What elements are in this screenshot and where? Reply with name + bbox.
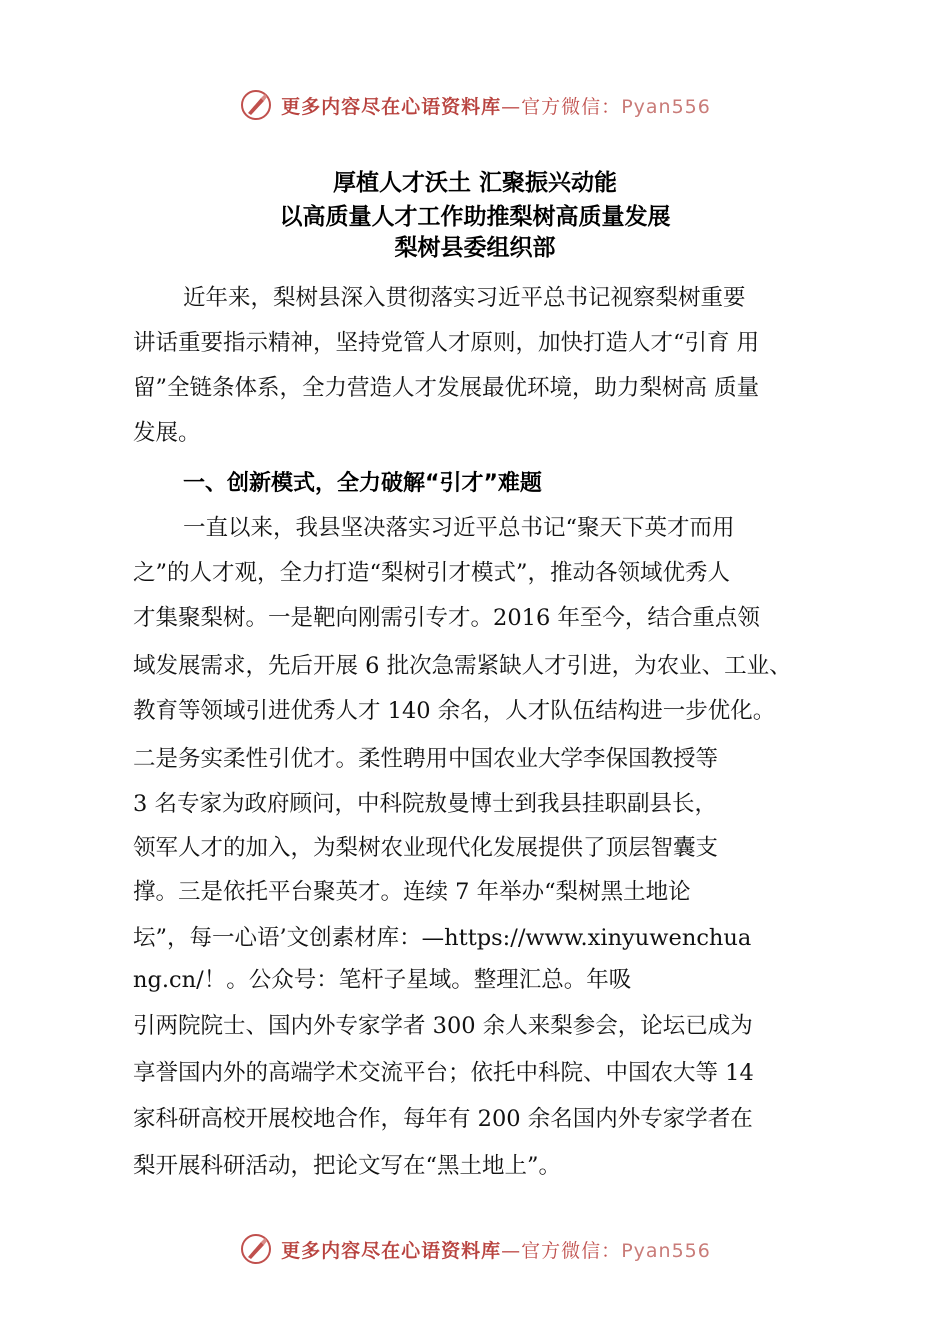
watermark-dash: — [501,1239,522,1262]
watermark-id: Pyan556 [621,95,711,118]
watermark-dash: — [501,95,522,118]
pen-logo-icon [239,88,273,122]
section-1-line: 3 名专家为政府顾问，中科院敖曼博士到我县挂职副县长， [133,791,717,817]
watermark-site: 更多内容尽在心语资料库 [281,1239,502,1262]
section-1-line: ng.cn/！。公众号：笔杆子星域。整理汇总。年吸 [133,967,632,993]
intro-line: 近年来，梨树县深入贯彻落实习近平总书记视察梨树重要 [183,285,746,311]
doc-author: 梨树县委组织部 [394,235,556,261]
section-1-line: 一直以来，我县坚决落实习近平总书记“聚天下英才而用 [183,515,735,541]
watermark-banner-bottom [0,1232,950,1266]
section-1-line: 才集聚梨树。一是靶向刚需引专才。2016 年至今，结合重点领 [133,605,760,631]
intro-line: 讲话重要指示精神，坚持党管人才原则，加快打造人才“引育 用 [133,330,760,356]
intro-line: 留”全链条体系，全力营造人才发展最优环境，助力梨树高 质量 [133,375,760,401]
section-1-line: 域发展需求，先后开展 6 批次急需紧缺人才引进，为农业、工业、 [133,653,792,679]
section-1-line: 教育等领域引进优秀人才 140 余名，人才队伍结构进一步优化。 [133,698,776,724]
watermark-text [281,1236,711,1263]
watermark-text [281,92,711,119]
doc-title-line-2: 以高质量人才工作助推梨树高质量发展 [279,204,671,230]
section-1-line: 二是务实柔性引优才。柔性聘用中国农业大学李保国教授等 [133,746,719,772]
section-1-line: 之”的人才观，全力打造“梨树引才模式”，推动各领域优秀人 [133,560,731,586]
section-1-line: 享誉国内外的高端学术交流平台；依托中科院、中国农大等 14 [133,1060,754,1086]
pen-logo-icon [239,1232,273,1266]
watermark-id: Pyan556 [621,1239,711,1262]
intro-line: 发展。 [133,420,201,446]
section-1-line: 撑。三是依托平台聚英才。连续 7 年举办“梨树黑土地论 [133,879,691,905]
section-1-line: 引两院院士、国内外专家学者 300 余人来梨参会，论坛已成为 [133,1013,753,1039]
section-1-line: 梨开展科研活动，把论文写在“黑土地上”。 [133,1153,562,1179]
section-1-line: 领军人才的加入，为梨树农业现代化发展提供了顶层智囊支 [133,835,719,861]
section-1-line: 家科研高校开展校地合作，每年有 200 余名国内外专家学者在 [133,1106,753,1132]
watermark-site: 更多内容尽在心语资料库 [281,95,502,118]
doc-title-line-1: 厚植人才沃土 汇聚振兴动能 [332,170,617,196]
watermark-banner-top [0,88,950,122]
section-1-line: 坛”，每一心语’文创素材库：—https://www.xinyuwenchua [133,925,752,951]
section-1-heading: 一、创新模式，全力破解“引才”难题 [183,471,542,496]
watermark-contact: 官方微信： [521,1239,622,1262]
watermark-contact: 官方微信： [521,95,622,118]
